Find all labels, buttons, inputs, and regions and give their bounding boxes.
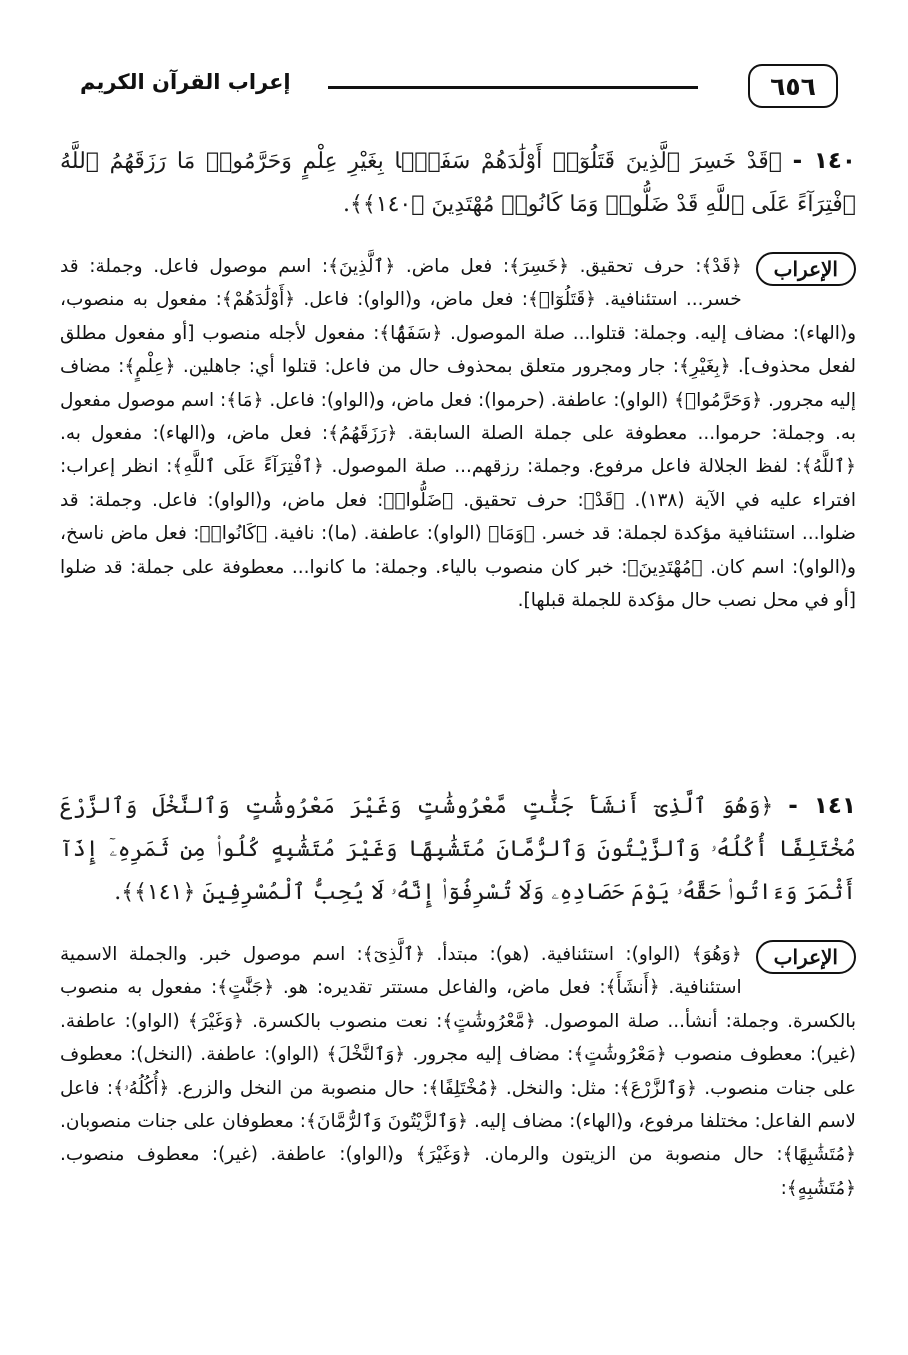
verse-block-1 xyxy=(60,140,856,226)
book-title: إعراب القرآن الكريم xyxy=(80,70,291,94)
page-header xyxy=(70,64,848,108)
analysis-text: ﴿وَهُوَ﴾ (الواو): استئنافية. (هو): مبتدأ. ﴿ٱلَّذِىٓ﴾: اسم موصول خبر. والجملة الاسمية استئنافية. ﴿أَنشَأَ﴾: فعل ماض، والفاعل مستتر تقديره: هو. ﴿جَنَّٰتٍ﴾: مفعول به منصوب بالكسرة. وجملة: أنشأ... صلة الموصول. ﴿مَّعْرُوشَٰتٍ﴾: نعت منصوب بالكسرة. ﴿وَغَيْرَ﴾ (الواو): عاطفة. (غير): معطوف منصوب ﴿مَعْرُوشَٰتٍ﴾: مضاف إليه مجرور. ﴿وَٱلنَّخْلَ﴾ (الواو): عاطفة. (النخل): معطوف على جنات منصوب. ﴿وَٱلزَّرْعَ﴾: مثل: والنخل. ﴿مُخْتَلِفًا﴾: حال منصوبة من النخل والزرع. ﴿أُكُلُهُۥ﴾: فاعل لاسم الفاعل: مختلفا مرفوع، و(الهاء): مضاف إليه. ﴿وَٱلزَّيْتُونَ وَٱلرُّمَّانَ﴾: معطوفان على جنات منصوبان. ﴿مُتَشَٰبِهًا﴾: حال منصوبة من الزيتون والرمان. ﴿وَغَيْرَ﴾ و(الواو): عاطفة. (غير): معطوف منصوب. ﴿مُتَشَٰبِهٍ﴾: xyxy=(60,944,856,1199)
analysis-text: ﴿قَدْ﴾: حرف تحقيق. ﴿خَسِرَ﴾: فعل ماض. ﴿ٱلَّذِينَ﴾: اسم موصول فاعل. وجملة: قد خسر... استئنافية. ﴿قَتَلُوٓا۟﴾: فعل ماض، و(الواو): فاعل. ﴿أَوْلَٰدَهُمْ﴾: مفعول به منصوب، و(الهاء): مضاف إليه. وجملة: قتلوا... صلة الموصول. ﴿سَفَهًۢا﴾: مفعول لأجله منصوب [أو مفعول مطلق لفعل محذوف]. ﴿بِغَيْرِ﴾: جار ومجرور متعلق بمحذوف حال من فاعل: قتلوا أي: جاهلين. ﴿عِلْمٍ﴾: مضاف إليه مجرور. ﴿وَحَرَّمُوا۟﴾ (الواو): عاطفة. (حرموا): فعل ماض، و(الواو): فاعل. ﴿مَا﴾: اسم موصول مفعول به. وجملة: حرموا... معطوفة على جملة الصلة السابقة. ﴿رَزَقَهُمُ﴾: فعل ماض، و(الهاء): مفعول به. ﴿ٱللَّهُ﴾: لفظ الجلالة فاعل مرفوع. وجملة: رزقهم... صلة الموصول. ﴿ٱفْتِرَآءً عَلَى ٱللَّهِ﴾: انظر إعراب: افتراء عليه في الآية (١٣٨). ﴿قَدْ﴾: حرف تحقيق. ﴿ضَلُّوا۟﴾: فعل ماض، و(الواو): فاعل. وجملة: قد ضلوا... استئنافية مؤكدة لجملة: قد خسر. ﴿وَمَا﴾ (الواو): عاطفة. (ما): نافية. ﴿كَانُوا۟﴾: فعل ماض ناسخ، و(الواو): اسم كان. ﴿مُهْتَدِينَ﴾: خبر كان منصوب بالياء. وجملة: ما كانوا... معطوفة على جملة: قد ضلوا [أو في محل نصب حال مؤكدة للجملة قبلها]. xyxy=(60,256,856,612)
verse-text: ﴿قَدْ خَسِرَ ٱلَّذِينَ قَتَلُوٓا۟ أَوْلَٰدَهُمْ سَفَهًۢا بِغَيْرِ عِلْمٍ وَحَرَّمُوا۟ مَا رَزَقَهُمُ ٱللَّهُ ٱفْتِرَآءً عَلَى ٱللَّهِ قَدْ ضَلُّوا۟ وَمَا كَانُوا۟ مُهْتَدِينَ ﴿١٤٠﴾﴾. xyxy=(60,149,856,217)
header-rule xyxy=(328,86,698,89)
analysis-block-2 xyxy=(60,938,856,1205)
page-number: ٦٥٦ xyxy=(748,64,838,108)
verse-number: ١٤١ - xyxy=(788,793,856,819)
analysis-block-1 xyxy=(60,250,856,617)
irab-label: الإعراب xyxy=(756,252,856,286)
verse-number: ١٤٠ - xyxy=(792,148,856,174)
verse-block-2 xyxy=(60,785,856,914)
verse-text: ﴿وَهُوَ ٱلَّذِىٓ أَنشَأَ جَنَّٰتٍ مَّعْرُوشَٰتٍ وَغَيْرَ مَعْرُوشَٰتٍ وَٱلنَّخْلَ وَٱلزَّرْعَ مُخْتَلِفًا أُكُلُهُۥ وَٱلزَّيْتُونَ وَٱلرُّمَّانَ مُتَشَٰبِهًا وَغَيْرَ مُتَشَٰبِهٍ كُلُوا۟ مِن ثَمَرِهِۦٓ إِذَآ أَثْمَرَ وَءَاتُوا۟ حَقَّهُۥ يَوْمَ حَصَادِهِۦ وَلَا تُسْرِفُوٓا۟ إِنَّهُۥ لَا يُحِبُّ ٱلْمُسْرِفِينَ ﴿١٤١﴾﴾. xyxy=(60,794,856,905)
irab-label: الإعراب xyxy=(756,940,856,974)
